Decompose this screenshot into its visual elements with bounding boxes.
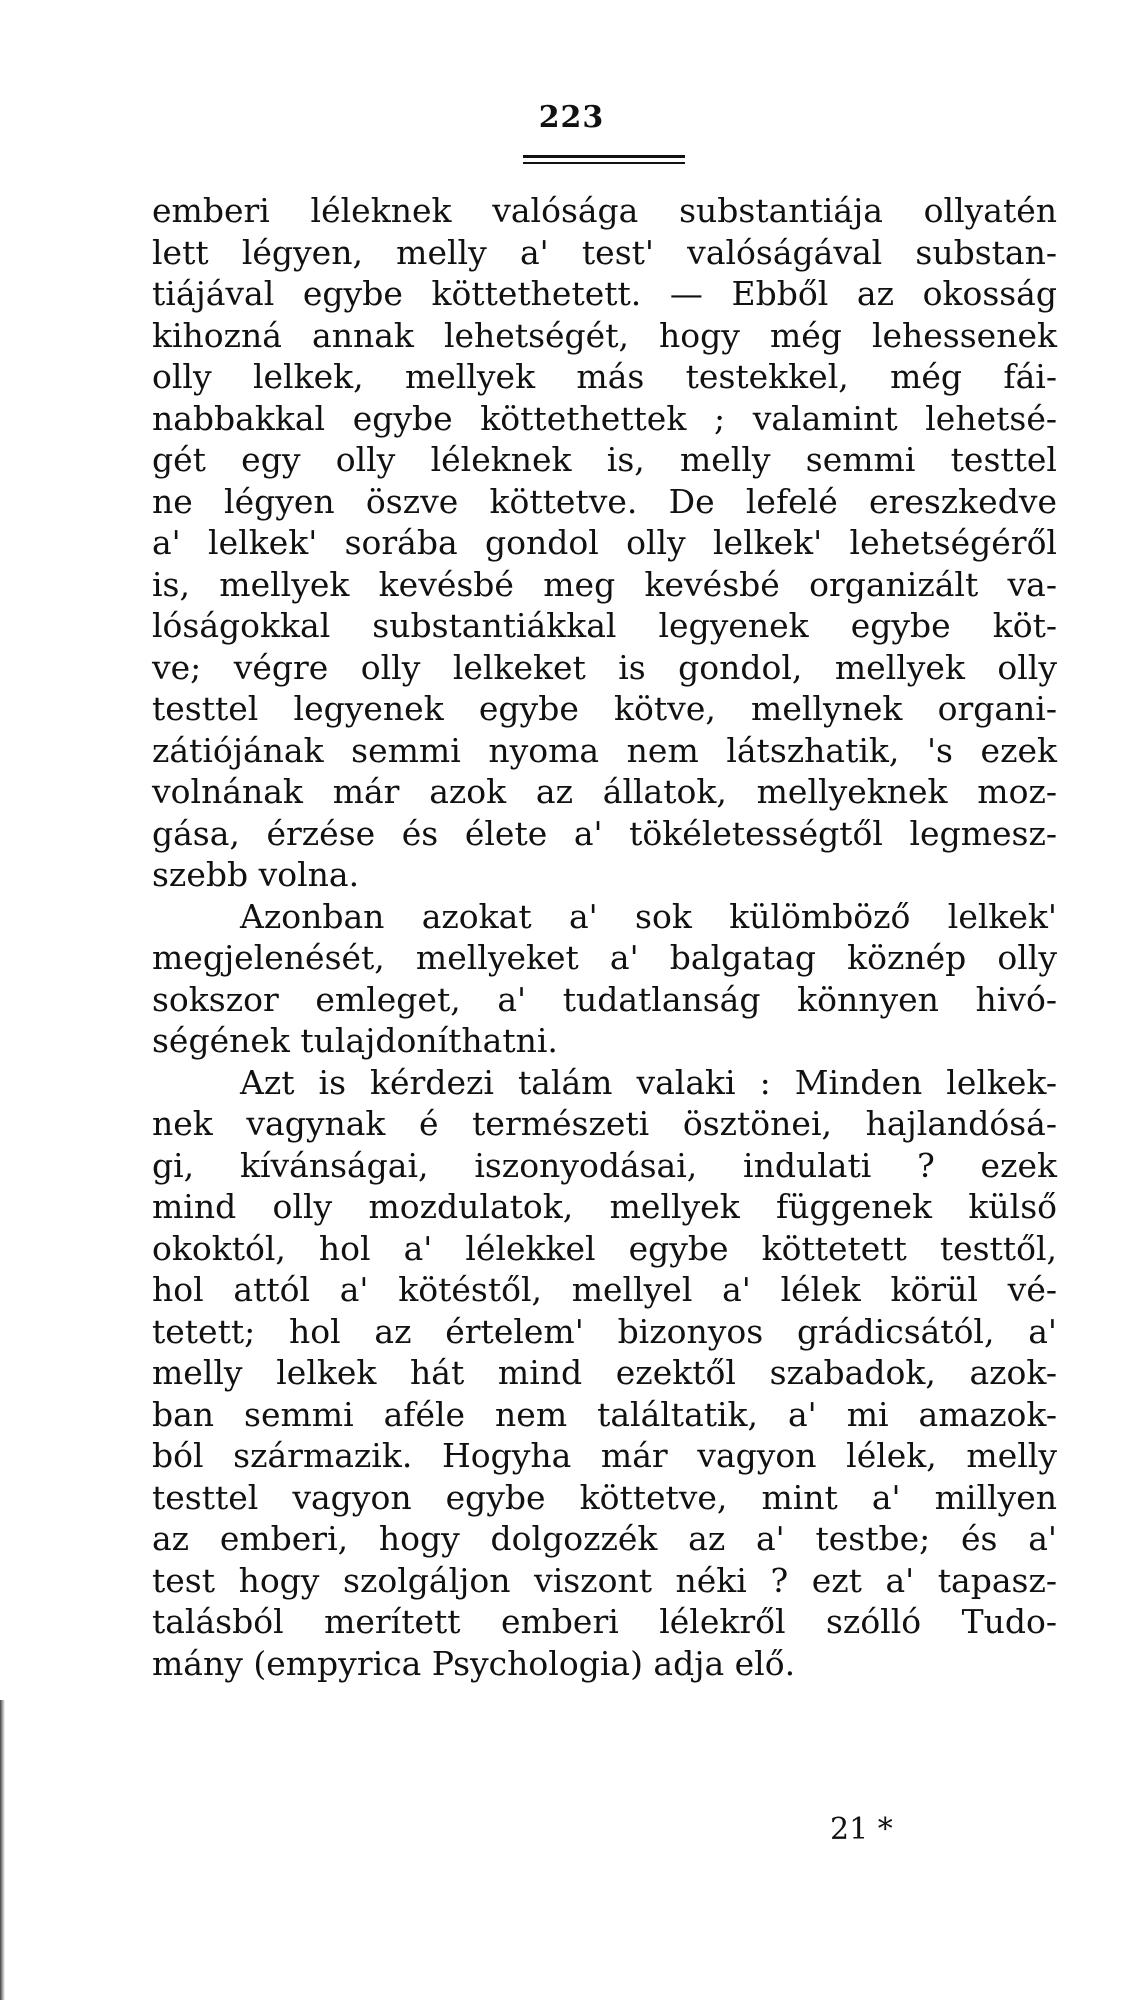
text-line: okoktól, hol a' lélekkel egybe köttetett testtől, <box>152 1228 1057 1268</box>
text-line: hol attól a' kötéstől, mellyel a' lélek körül vé- <box>152 1270 1057 1309</box>
text-line: lett légyen, melly a' test' valóságával substan- <box>152 232 1057 272</box>
text-line: tetett; hol az értelem' bizonyos grádicsától, a' <box>152 1311 1057 1351</box>
text-line: testtel vagyon egybe köttetve, mint a' millyen <box>152 1477 1057 1517</box>
text-line: a' lelkek' sorába gondol olly lelkek' lehetségéről <box>152 523 1057 562</box>
page-number: 223 <box>538 100 605 135</box>
text-line: emberi léleknek valósága substantiája ollyatén <box>152 191 1057 230</box>
text-line: zátiójának semmi nyoma nem látszhatik, 's ezek <box>152 730 1057 770</box>
text-line: gása, érzése és élete a' tökéletességtől legmesz- <box>152 813 1057 853</box>
text-line: lóságokkal substantiákkal legyenek egybe köt- <box>152 606 1057 645</box>
text-line: ból származik. Hogyha már vagyon lélek, melly <box>152 1436 1057 1475</box>
text-line: olly lelkek, mellyek más testekkel, még fái- <box>152 357 1057 396</box>
text-line: ban semmi aféle nem találtatik, a' mi amazok- <box>152 1394 1057 1434</box>
text-line: test hogy szolgáljon viszont néki ? ezt a' tapasz- <box>152 1560 1057 1600</box>
text-line: mány (empyrica Psychologia) adja elő. <box>152 1643 796 1683</box>
text-line: testtel legyenek egybe kötve, mellynek organi- <box>152 689 1057 728</box>
text-line: melly lelkek hát mind ezektől szabadok, azok- <box>152 1353 1057 1392</box>
body-text <box>152 190 1057 1684</box>
text-line: gi, kívánságai, iszonyodásai, indulati ? ezek <box>152 1145 1057 1185</box>
text-line: volnának már azok az állatok, mellyeknek moz- <box>152 772 1057 811</box>
text-line: az emberi, hogy dolgozzék az a' testbe; és a' <box>152 1519 1057 1558</box>
text-line: ségének tulajdoníthatni. <box>152 1021 558 1060</box>
text-line: gét egy olly léleknek is, melly semmi testtel <box>152 440 1057 479</box>
text-line: is, mellyek kevésbé meg kevésbé organizált va- <box>152 564 1057 604</box>
text-line: sokszor emleget, a' tudatlanság könnyen hivó- <box>152 979 1057 1019</box>
text-line: tiájával egybe köttethetett. — Ebből az okosság <box>152 274 1057 313</box>
header-rule <box>523 155 685 164</box>
text-line: ve; végre olly lelkeket is gondol, mellyek olly <box>152 647 1057 687</box>
text-line: nabbakkal egybe köttethettek ; valamint lehetsé- <box>152 398 1057 438</box>
text-line: Azonban azokat a' sok külömböző lelkek' <box>240 896 1057 936</box>
text-line: ne légyen öszve köttetve. De lefelé ereszkedve <box>152 481 1057 521</box>
page-edge-shadow <box>0 1700 5 2000</box>
text-line: kihozná annak lehetségét, hogy még lehessenek <box>152 315 1057 355</box>
text-line: nek vagynak é természeti ösztönei, hajlandósá- <box>152 1104 1057 1143</box>
text-line: megjelenését, mellyeket a' balgatag köznép olly <box>152 938 1057 977</box>
text-line: talásból merített emberi lélekről szólló Tudo- <box>152 1602 1057 1641</box>
text-line: mind olly mozdulatok, mellyek függenek külső <box>152 1187 1057 1226</box>
signature-mark: 21 * <box>830 1812 893 1847</box>
text-line: Azt is kérdezi talám valaki : Minden lelkek- <box>240 1062 1057 1102</box>
text-line: szebb volna. <box>152 855 360 894</box>
